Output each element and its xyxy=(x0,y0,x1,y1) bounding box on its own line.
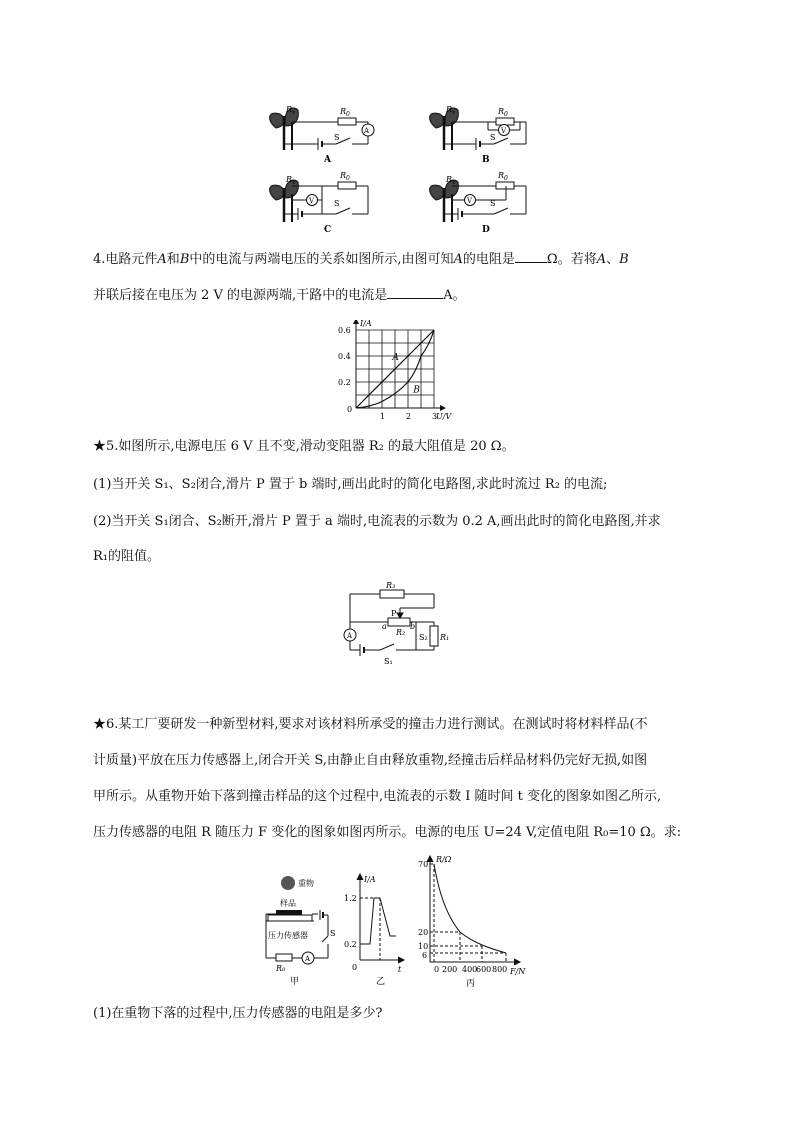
q6-line-3: 甲所示。从重物开始下落到撞击样品的这个过程中,电流表的示数 I 随时间 t 变化的图象如图乙所示, xyxy=(93,789,662,804)
jia-switch-label: S xyxy=(330,929,336,938)
bing-xtick-400: 400 xyxy=(462,965,478,974)
rx-label-b: $R_x$ xyxy=(446,105,456,116)
x-tick-label: 3 xyxy=(432,412,438,421)
jia-r0-label: R₀ xyxy=(276,964,286,973)
r3-label: R₃ xyxy=(386,581,396,590)
bing-ytick-6: 6 xyxy=(422,951,428,960)
s2-label: S₂ xyxy=(419,633,428,642)
voltmeter-c-label: V xyxy=(309,197,315,205)
caption-bing: 丙 xyxy=(466,979,476,989)
r1-label: R₁ xyxy=(440,633,450,642)
y-tick-label: 0.6 xyxy=(338,326,351,335)
switch-label-b: S xyxy=(490,133,496,142)
circuit-d xyxy=(430,180,526,222)
bing-curve xyxy=(434,864,506,953)
r0-label-d: $R_0$ xyxy=(498,171,508,182)
rx-label-d: $R_x$ xyxy=(446,175,456,186)
r2-label: R₂ xyxy=(396,628,406,637)
q4-line-2: 并联后接在电压为 2 V 的电源两端,干路中的电流是 A。 xyxy=(93,285,466,305)
y-axis-arrow xyxy=(353,320,359,324)
r0-label-b: $R_0$ xyxy=(498,107,508,118)
series-label-a: A xyxy=(392,352,399,363)
sensor-label: 压力传感器 xyxy=(268,931,308,940)
switch-label-a: S xyxy=(334,133,340,142)
rx-label-a: $R_x$ xyxy=(286,105,296,116)
bing-ytick-20: 20 xyxy=(418,928,429,937)
sample-label: 样品 xyxy=(280,899,296,908)
yi-tick-low: 0.2 xyxy=(344,940,357,949)
x-axis-arrow xyxy=(440,405,446,411)
series-label-b: B xyxy=(413,385,420,396)
q4-line-1: 4.电路元件A和B中的电流与两端电压的关系如图所示,由图可知A的电阻是 Ω。若将A、B xyxy=(93,249,629,269)
yi-xlabel: t xyxy=(398,965,402,974)
rx-label-c: $R_x$ xyxy=(286,175,296,186)
bing-xtick-800: 800 xyxy=(492,965,508,974)
q4-answer-blank-2[interactable] xyxy=(387,285,443,299)
voltmeter-b-label: V xyxy=(501,127,507,135)
bing-ytick-70: 70 xyxy=(418,860,429,869)
q4-answer-blank-1[interactable] xyxy=(515,249,547,263)
yi-current-curve xyxy=(360,898,396,944)
circuit-b xyxy=(430,108,526,150)
figure-bing-resistance-force xyxy=(410,850,540,990)
yi-origin: 0 xyxy=(352,963,358,972)
option-label-d: D xyxy=(482,225,490,234)
switch-label-c: S xyxy=(334,199,340,208)
bing-xtick-200: 200 xyxy=(442,965,458,974)
end-a-label: a xyxy=(382,622,387,631)
weight-label: 重物 xyxy=(298,879,314,888)
bing-xlabel: F/N xyxy=(510,967,526,976)
ammeter-a-label: A xyxy=(364,127,370,135)
s1-label: S₁ xyxy=(384,657,393,666)
switch-label-d: S xyxy=(490,199,496,208)
q5-line-1: ★5.如图所示,电源电压 6 V 且不变,滑动变阻器 R₂ 的最大阻值是 20 Ω。 xyxy=(93,439,515,454)
yi-ylabel: I/A xyxy=(364,875,376,884)
figure-jia-setup xyxy=(260,868,340,988)
caption-jia: 甲 xyxy=(290,977,300,987)
yi-tick-high: 1.2 xyxy=(344,894,357,903)
r0-label-c: $R_0$ xyxy=(340,171,350,182)
q6-line-2: 计质量)平放在压力传感器上,闭合开关 S,由静止自由释放重物,经撞击后样品材料仍完好无损,如图 xyxy=(93,753,648,768)
option-label-c: C xyxy=(324,225,332,234)
q5-circuit-diagram xyxy=(338,578,458,668)
bing-xtick-0: 0 xyxy=(434,965,440,974)
q6-line-4: 压力传感器的电阻 R 随压力 F 变化的图象如图丙所示。电源的电压 U=24 V,定值电阻 R₀=10 Ω。求: xyxy=(93,825,682,840)
y-tick-label: 0.2 xyxy=(338,378,351,387)
bing-xtick-600: 600 xyxy=(476,965,492,974)
slider-p-label: P xyxy=(391,609,397,618)
x-tick-label: 1 xyxy=(380,412,386,421)
bing-ytick-10: 10 xyxy=(418,942,429,951)
voltmeter-d-label: V xyxy=(467,197,473,205)
caption-yi: 乙 xyxy=(376,977,386,987)
end-b-label: b xyxy=(410,622,416,631)
x-tick-label: 2 xyxy=(406,412,412,421)
y-axis-label: I/A xyxy=(360,320,372,328)
circuit-a xyxy=(270,108,374,150)
iu-graph-chart xyxy=(330,320,465,425)
option-label-a: A xyxy=(324,155,331,165)
r0-label-a: $R_0$ xyxy=(340,107,350,118)
q5-line-3: (2)当开关 S₁闭合、S₂断开,滑片 P 置于 a 端时,电流表的示数为 0.2 A,画出此时的简化电路图,并求 xyxy=(93,514,661,529)
q6-line-1: ★6.某工厂要研发一种新型材料,要求对该材料所承受的撞击力进行测试。在测试时将材料样品(不 xyxy=(93,717,648,732)
figure-yi-current-time xyxy=(340,868,410,988)
q5-line-4: R₁的阻值。 xyxy=(93,549,160,564)
q5-ammeter-label: A xyxy=(347,632,353,640)
y-tick-label: 0.4 xyxy=(338,352,351,361)
option-label-b: B xyxy=(482,155,490,165)
circuit-c xyxy=(270,180,368,222)
circuit-options-figure xyxy=(262,98,532,234)
origin-label: 0 xyxy=(347,405,353,414)
q6-subquestion-1: (1)在重物下落的过程中,压力传感器的电阻是多少? xyxy=(93,1006,383,1021)
jia-ammeter-label: A xyxy=(305,955,311,963)
q5-line-2: (1)当开关 S₁、S₂闭合,滑片 P 置于 b 端时,画出此时的简化电路图,求此时流过 R₂ 的电流; xyxy=(93,477,608,492)
x-axis-label: U/V xyxy=(436,412,452,421)
weight-ball xyxy=(281,876,295,890)
bing-ylabel: R/Ω xyxy=(436,855,452,864)
